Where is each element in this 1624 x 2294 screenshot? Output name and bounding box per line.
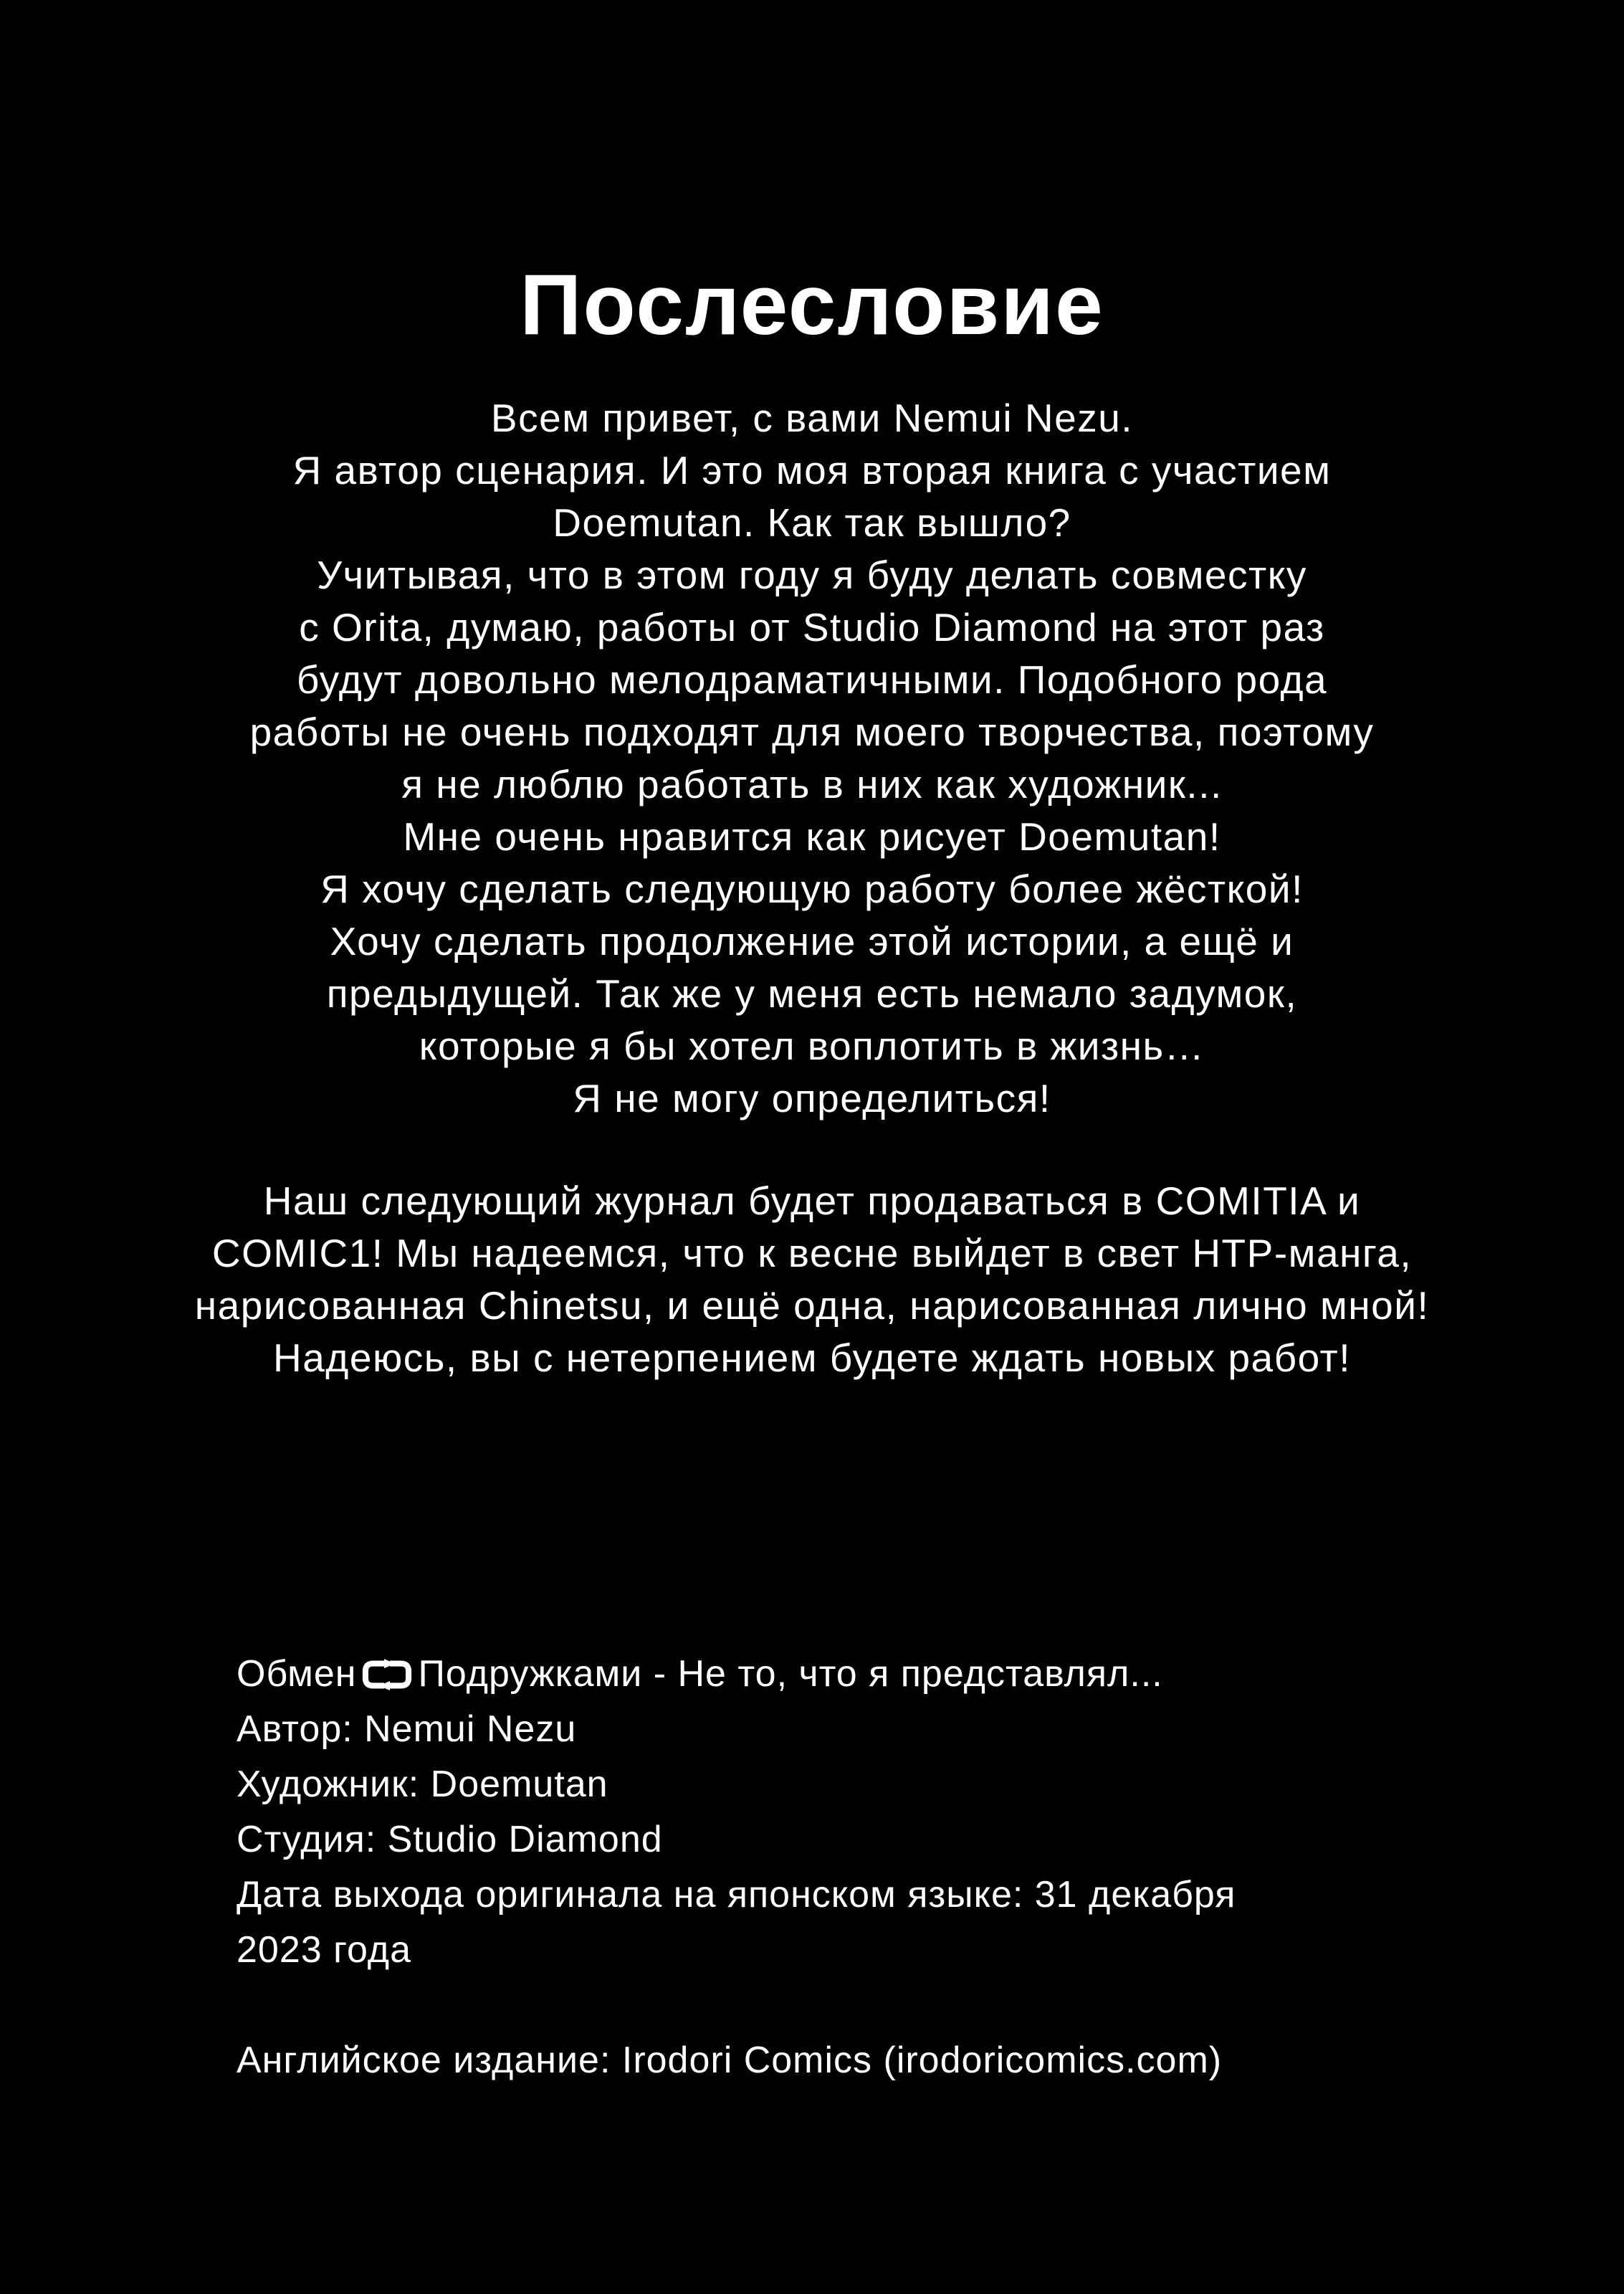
work-title-prefix: Обмен <box>237 1653 357 1695</box>
credit-english-edition: Английское издание: Irodori Comics (irodoricomics.com) <box>237 2040 1223 2081</box>
afterword-paragraph-2 <box>0 1175 1624 1384</box>
afterword-line: Я хочу сделать следующую работу более жёсткой! <box>320 867 1304 911</box>
afterword-line: с Orita, думаю, работы от Studio Diamond на этот раз <box>299 605 1325 649</box>
afterword-line: которые я бы хотел воплотить в жизнь… <box>419 1024 1205 1068</box>
afterword-line: нарисованная Chinetsu, и ещё одна, нарисованная лично мной! <box>194 1283 1430 1328</box>
page-title: Послесловие <box>520 257 1104 353</box>
afterword-line: будут довольно мелодраматичными. Подобного рода <box>296 657 1328 702</box>
afterword-line: Всем привет, с вами Nemui Nezu. <box>490 396 1134 440</box>
afterword-line: предыдущей. Так же у меня есть немало задумок, <box>326 971 1298 1016</box>
afterword-line: Хочу сделать продолжение этой истории, а ещё и <box>330 919 1294 963</box>
credit-release-date-line-1: Дата выхода оригинала на японском языке: 31 декабря <box>237 1874 1236 1915</box>
credit-author: Автор: Nemui Nezu <box>237 1708 577 1750</box>
credit-studio: Студия: Studio Diamond <box>237 1819 663 1860</box>
afterword-line: Наш следующий журнал будет продаваться в COMITIA и <box>263 1179 1361 1223</box>
work-title-line <box>237 1647 1624 1702</box>
afterword-line: Надеюсь, вы с нетерпением будете ждать новых работ! <box>273 1336 1351 1380</box>
credits-block <box>237 1647 1624 2088</box>
afterword-line: Учитывая, что в этом году я буду делать совместку <box>317 553 1307 597</box>
afterword-paragraph-1 <box>0 392 1624 1125</box>
afterword-line: Мне очень нравится как рисует Doemutan! <box>403 814 1221 859</box>
afterword-line: Я не могу определиться! <box>573 1076 1051 1120</box>
swap-arrows-icon <box>359 1657 415 1693</box>
afterword-line: работы не очень подходят для моего творчества, поэтому <box>249 710 1375 754</box>
credit-release-date-line-2: 2023 года <box>237 1929 411 1971</box>
afterword-line: Doemutan. Как так вышло? <box>553 500 1071 545</box>
afterword-line: я не люблю работать в них как художник... <box>401 762 1223 806</box>
work-title-suffix: Подружками - Не то, что я представлял... <box>418 1653 1163 1695</box>
afterword-line: Я автор сценария. И это моя вторая книга с участием <box>292 448 1332 492</box>
credit-artist: Художник: Doemutan <box>237 1764 608 1805</box>
afterword-line: COMIC1! Мы надеемся, что к весне выйдет в свет НТР-манга, <box>211 1231 1413 1275</box>
